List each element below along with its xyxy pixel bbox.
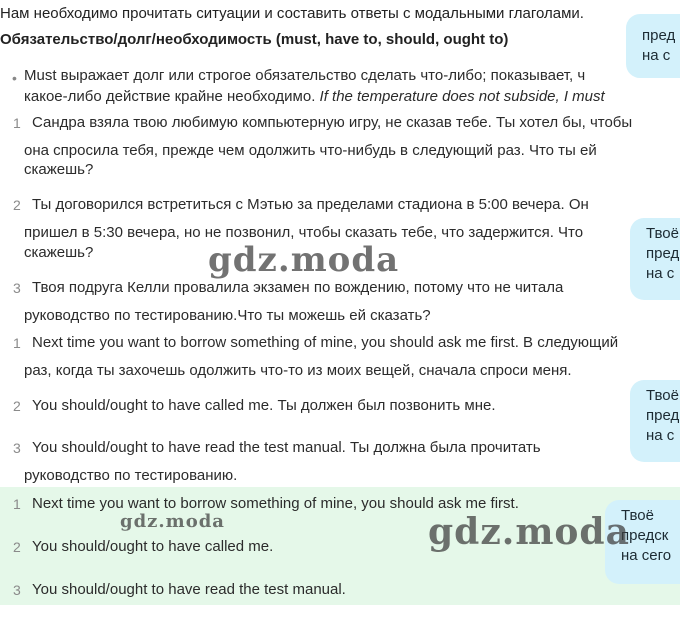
answer-3-line-1: You should/ought to have read the test manual. Ты должна была прочитать bbox=[32, 439, 541, 456]
situation-2-number: 2 bbox=[13, 197, 21, 213]
ad-bubble-4-line-3: на сего bbox=[621, 547, 672, 564]
watermark-3: gdz.moda bbox=[428, 511, 630, 553]
situation-3-line-1: Твоя подруга Келли провалила экзамен по вождению, потому что не читала bbox=[32, 279, 564, 296]
ad-bubble-1[interactable] bbox=[626, 14, 680, 78]
final-answer-2-number: 2 bbox=[13, 539, 21, 555]
ad-bubble-4-line-2: предск bbox=[621, 527, 669, 544]
answer-2-line-1: You should/ought to have called me. Ты должен был позвонить мне. bbox=[32, 397, 496, 414]
watermark-2: gdz.moda bbox=[120, 511, 225, 532]
rule-line-2 bbox=[24, 88, 605, 105]
answer-1-line-1: Next time you want to borrow something of mine, you should ask me first. В следующий bbox=[32, 334, 619, 351]
final-answer-1-number: 1 bbox=[13, 496, 21, 512]
final-answer-1-text: Next time you want to borrow something of mine, you should ask me first. bbox=[32, 495, 519, 512]
answer-1-line-2: раз, когда ты захочешь одолжить что-то из моих вещей, сначала спроси меня. bbox=[24, 362, 572, 379]
rule-line-1: Must выражает долг или строгое обязательство сделать что-либо; показывает, ч bbox=[24, 67, 586, 84]
final-answer-3-number: 3 bbox=[13, 582, 21, 598]
answer-3-line-2: руководство по тестированию. bbox=[24, 467, 238, 484]
situation-3-line-2: руководство по тестированию.Что ты можешь ей сказать? bbox=[24, 307, 431, 324]
situation-3-number: 3 bbox=[13, 280, 21, 296]
section-heading: Обязательство/долг/необходимость (must, have to, should, ought to) bbox=[0, 31, 509, 48]
situation-1-line-2: она спросила тебя, прежде чем одолжить что-нибудь в следующий раз. Что ты ей bbox=[24, 142, 597, 159]
situation-2-line-3: скажешь? bbox=[24, 244, 94, 261]
final-answer-3-text: You should/ought to have read the test manual. bbox=[32, 581, 346, 598]
ad-bubble-1-line-2: на с bbox=[642, 47, 671, 64]
intro-text: Нам необходимо прочитать ситуации и составить ответы с модальными глаголами. bbox=[0, 5, 584, 22]
ad-bubble-3[interactable] bbox=[630, 380, 680, 462]
ad-bubble-3-line-3: на с bbox=[646, 427, 675, 444]
ad-bubble-2-line-1: Твоё bbox=[646, 225, 679, 242]
ad-bubble-2-line-3: на с bbox=[646, 265, 675, 282]
bullet-marker: • bbox=[12, 70, 17, 86]
ad-bubble-2[interactable] bbox=[630, 218, 680, 300]
rule-example-italic: If the temperature does not subside, I must bbox=[319, 88, 605, 105]
situation-1-line-3: скажешь? bbox=[24, 161, 94, 178]
ad-bubble-1-line-1: пред bbox=[642, 27, 676, 44]
ad-bubble-3-line-1: Твоё bbox=[646, 387, 679, 404]
situation-1-line-1: Сандра взяла твою любимую компьютерную игру, не сказав тебе. Ты хотел бы, чтобы bbox=[32, 114, 633, 131]
ad-bubble-3-line-2: пред bbox=[646, 407, 680, 424]
situation-2-line-1: Ты договорился встретиться с Мэтью за пределами стадиона в 5:00 вечера. Он bbox=[32, 196, 589, 213]
answer-1-number: 1 bbox=[13, 335, 21, 351]
final-answer-2-text: You should/ought to have called me. bbox=[32, 538, 274, 555]
ad-bubble-2-line-2: пред bbox=[646, 245, 680, 262]
rule-line-2-plain: какое-либо действие крайне необходимо. bbox=[24, 88, 320, 105]
ad-bubble-4-line-1: Твоё bbox=[621, 507, 654, 524]
answer-3-number: 3 bbox=[13, 440, 21, 456]
situation-2-line-2: пришел в 5:30 вечера, но не позвонил, чтобы сказать тебе, что задержится. Что bbox=[24, 224, 584, 241]
watermark-1: gdz.moda bbox=[208, 240, 400, 280]
situation-1-number: 1 bbox=[13, 115, 21, 131]
answer-2-number: 2 bbox=[13, 398, 21, 414]
